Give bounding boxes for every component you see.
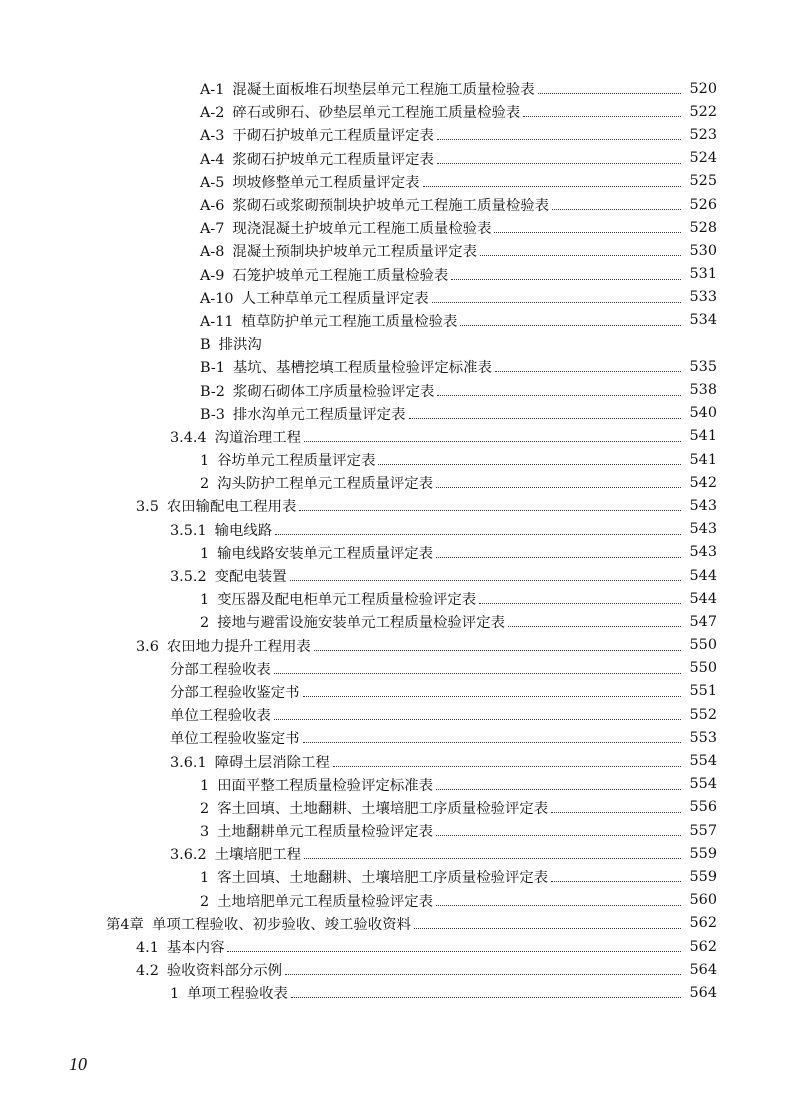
dot-leader (551, 812, 681, 813)
toc-entry[interactable] (0, 657, 790, 680)
toc-entry-label (200, 611, 505, 632)
toc-entry-title: 土地翻耕单元工程质量检验评定表 (217, 824, 434, 841)
toc-entry-label (200, 890, 433, 911)
toc-entry[interactable] (0, 471, 790, 494)
dot-leader (303, 696, 681, 697)
toc-entry-title: 田面平整工程质量检验评定标准表 (217, 777, 434, 794)
toc-entry-page: 543 (689, 544, 717, 561)
toc-entry-page: 557 (689, 822, 717, 839)
toc-entry-number: 3.5.2 (170, 569, 207, 586)
toc-entry-label (170, 982, 288, 1003)
toc-entry-page: 530 (689, 242, 717, 259)
toc-entry-title: 农田地力提升工程用表 (166, 638, 311, 655)
dot-leader (437, 163, 681, 164)
toc-entry[interactable] (0, 981, 790, 1004)
toc-entry-title: 接地与避雷设施安装单元工程质量检验评定表 (217, 615, 505, 632)
toc-entry-page: 564 (689, 984, 717, 1001)
toc-entry-number: B-3 (200, 406, 225, 423)
toc-entry-label (200, 310, 457, 331)
toc-entry-page: 543 (689, 497, 717, 514)
dot-leader (508, 626, 681, 627)
toc-entry-page: 540 (689, 405, 717, 422)
toc-entry-page: 524 (689, 150, 717, 167)
dot-leader (299, 510, 681, 511)
toc-entry-title: 验收资料部分示例 (166, 963, 283, 980)
toc-entry-number: 3.6.1 (170, 754, 207, 771)
dot-leader (436, 905, 681, 906)
toc-entry-label (136, 635, 311, 656)
dot-leader (538, 93, 681, 94)
toc-entry-page: 542 (689, 474, 717, 491)
toc-entry-label (170, 658, 271, 679)
toc-entry-label (170, 843, 301, 864)
dot-leader (432, 302, 681, 303)
toc-entry-page: 534 (689, 312, 717, 329)
toc-entry-label (200, 774, 433, 795)
toc-entry[interactable] (0, 494, 790, 517)
toc-entry-label (200, 78, 535, 99)
toc-entry-page: 520 (689, 80, 717, 97)
toc-entry-label (136, 495, 296, 516)
toc-entry-title: 单位工程验收鉴定书 (170, 731, 300, 748)
toc-entry-page: 559 (689, 845, 717, 862)
toc-entry-label (170, 519, 272, 540)
toc-entry-label (136, 936, 224, 957)
dot-leader (290, 580, 681, 581)
toc-entry-number: A-3 (200, 128, 225, 145)
toc-entry-page: 522 (689, 103, 717, 120)
toc-entry-number: A-4 (200, 151, 225, 168)
toc-entry-number: 2 (200, 476, 210, 493)
toc-entry-number: A-5 (200, 174, 225, 191)
dot-leader (304, 858, 681, 859)
dot-leader (495, 371, 681, 372)
toc-entry-title: 混凝土预制块护坡单元工程质量评定表 (232, 244, 478, 261)
toc-entry-label (200, 797, 548, 818)
toc-entry-page: 525 (689, 173, 717, 190)
toc-entry[interactable] (0, 100, 790, 123)
toc-entry-title: 石笼护坡单元工程施工质量检验表 (232, 267, 449, 284)
toc-entry-title: 浆砌石护坡单元工程质量评定表 (232, 151, 434, 168)
toc-entry-page: 547 (689, 613, 717, 630)
toc-entry-page: 533 (689, 289, 717, 306)
toc-entry-title: 谷坊单元工程质量评定表 (217, 453, 376, 470)
toc-entry-title: 分部工程验收表 (170, 661, 271, 678)
toc-entry-title: 植草防护单元工程施工质量检验表 (241, 313, 458, 330)
toc-entry[interactable] (0, 587, 790, 610)
toc-entry-number: 1 (200, 870, 210, 887)
toc-entry-title: 障碍土层消除工程 (214, 754, 330, 771)
toc-entry-title: 单项工程验收、初步验收、竣工验收资料 (151, 916, 411, 933)
toc-entry[interactable] (0, 819, 790, 842)
toc-entry[interactable] (0, 286, 790, 309)
toc-entry-title: 农田输配电工程用表 (166, 499, 297, 516)
toc-entry[interactable] (0, 842, 790, 865)
toc-entry-number: 1 (200, 592, 210, 609)
toc-entry-title: 沟头防护工程单元工程质量评定表 (217, 476, 434, 493)
toc-entry-page: 528 (689, 219, 717, 236)
toc-entry-page: 531 (689, 266, 717, 283)
toc-entry-label (200, 866, 548, 887)
toc-entry[interactable] (0, 263, 790, 286)
dot-leader (437, 395, 681, 396)
toc-entry[interactable] (0, 77, 790, 100)
toc-entry[interactable] (0, 309, 790, 332)
toc-entry[interactable] (0, 518, 790, 541)
toc-entry-number: 第4章 (106, 916, 144, 933)
toc-entry-number: A-1 (200, 82, 225, 99)
toc-entry-label (200, 148, 434, 169)
toc-entry-label (200, 124, 434, 145)
toc-entry-label (200, 240, 477, 261)
toc-entry-number: A-9 (200, 267, 225, 284)
toc-entry[interactable] (0, 749, 790, 772)
toc-entry-title: 排洪沟 (218, 337, 262, 354)
toc-entry[interactable] (0, 147, 790, 170)
toc-entry[interactable] (0, 958, 790, 981)
toc-entry-title: 现浇混凝土护坡单元工程施工质量检验表 (232, 221, 492, 238)
dot-leader (314, 650, 681, 651)
toc-entry-title: 干砌石护坡单元工程质量评定表 (232, 128, 434, 145)
dot-leader (479, 603, 681, 604)
toc-entry-page: 556 (689, 799, 717, 816)
toc-entry-title: 基本内容 (166, 940, 225, 957)
toc-entry-label (170, 727, 300, 748)
dot-leader (494, 232, 681, 233)
toc-entry-title: 输电线路安装单元工程质量评定表 (217, 545, 434, 562)
dot-leader (551, 881, 681, 882)
toc-entry-title: 变压器及配电柜单元工程质量检验评定表 (217, 592, 477, 609)
toc-entry[interactable] (0, 796, 790, 819)
toc-entry[interactable] (0, 680, 790, 703)
toc-entry-label (200, 820, 433, 841)
toc-entry-page: 562 (689, 938, 717, 955)
dot-leader (227, 951, 681, 952)
toc-entry-label (200, 217, 491, 238)
toc-entry-title: 单项工程验收表 (187, 986, 288, 1003)
dot-leader (303, 742, 681, 743)
dot-leader (274, 673, 681, 674)
toc-entry[interactable] (0, 355, 790, 378)
toc-entry-title: 土地培肥单元工程质量检验评定表 (217, 893, 434, 910)
dot-leader (304, 441, 681, 442)
dot-leader (436, 487, 681, 488)
toc-entry-number: 1 (200, 453, 210, 470)
toc-entry-title: 浆砌石砌体工序质量检验评定表 (232, 383, 435, 400)
toc-entry-title: 坝坡修整单元工程质量评定表 (232, 174, 420, 191)
toc-entry[interactable] (0, 123, 790, 146)
dot-leader (437, 139, 681, 140)
toc-entry[interactable] (0, 170, 790, 193)
dot-leader (436, 835, 681, 836)
toc-entry-page: 544 (689, 567, 717, 584)
dot-leader (378, 464, 681, 465)
toc-entry-title: 客土回填、土地翻耕、土壤培肥工序质量检验评定表 (217, 800, 549, 817)
toc-entry-title: 输电线路 (214, 522, 273, 539)
dot-leader (436, 789, 681, 790)
toc-entry-page: 554 (689, 753, 717, 770)
toc-entry-page: 564 (689, 961, 717, 978)
toc-entry-title: 人工种草单元工程质量评定表 (241, 290, 429, 307)
toc-entry[interactable] (0, 634, 790, 657)
dot-leader (275, 534, 681, 535)
toc-entry[interactable] (0, 448, 790, 471)
toc-entry-page: 551 (689, 683, 717, 700)
toc-entry-number: 1 (170, 986, 180, 1003)
toc-entry-title: 混凝土面板堆石坝垫层单元工程施工质量检验表 (232, 82, 535, 99)
toc-entry-label (200, 171, 420, 192)
toc-entry-title: 单位工程验收表 (170, 708, 271, 725)
dot-leader (436, 557, 681, 558)
dot-leader (409, 418, 681, 419)
toc-entry-page: 554 (689, 776, 717, 793)
toc-entry[interactable] (0, 216, 790, 239)
toc-entry-number: 3.4.4 (170, 429, 207, 446)
dot-leader (333, 766, 681, 767)
dot-leader (480, 255, 681, 256)
toc-entry-label (136, 959, 282, 980)
toc-entry-page: 541 (689, 451, 717, 468)
toc-entry-label (200, 542, 433, 563)
toc-entry-number: 2 (200, 800, 210, 817)
toc-entry[interactable] (0, 239, 790, 262)
toc-entry[interactable] (0, 935, 790, 958)
toc-entry-page: 550 (689, 660, 717, 677)
toc-entry-label (106, 913, 411, 934)
toc-entry-number: A-10 (200, 290, 234, 307)
dot-leader (285, 974, 681, 975)
toc-entry[interactable] (0, 703, 790, 726)
toc-entry-number: 3.5.1 (170, 522, 207, 539)
toc-entry-title: 变配电装置 (214, 569, 287, 586)
toc-entry-label (170, 426, 301, 447)
toc-entry-number: 3.5 (136, 499, 159, 516)
toc-entry-page: 550 (689, 637, 717, 654)
toc-entry[interactable] (0, 889, 790, 912)
toc-entry[interactable] (0, 912, 790, 935)
page-number: 10 (69, 1054, 87, 1074)
dot-leader (460, 325, 681, 326)
toc-entry-label (170, 751, 330, 772)
toc-entry-title: 沟道治理工程 (214, 429, 301, 446)
toc-entry-number: 3.6.2 (170, 847, 207, 864)
toc-entry-label (200, 472, 433, 493)
toc-entry-label (200, 380, 434, 401)
toc-entry-page: 559 (689, 868, 717, 885)
toc-entry[interactable] (0, 610, 790, 633)
toc-entry[interactable] (0, 332, 790, 355)
toc-entry-number: 2 (200, 893, 210, 910)
toc-entry-label (200, 101, 520, 122)
toc-entry-number: B (200, 337, 211, 354)
toc-entry-number: 2 (200, 615, 210, 632)
toc-entry-label (200, 588, 476, 609)
dot-leader (451, 279, 681, 280)
toc-entry-label (200, 264, 448, 285)
toc-entry[interactable] (0, 378, 790, 401)
toc-entry-number: 1 (200, 545, 210, 562)
toc-entry-page: 541 (689, 428, 717, 445)
toc-entry-label (200, 356, 492, 377)
dot-leader (291, 997, 681, 998)
toc-entry-number: A-8 (200, 244, 225, 261)
toc-entry-number: 3 (200, 824, 210, 841)
toc-entry-number: A-7 (200, 221, 225, 238)
toc-entry-number: A-6 (200, 198, 225, 215)
toc-entry-label (170, 565, 287, 586)
toc-entry[interactable] (0, 193, 790, 216)
toc-entry-page: 560 (689, 892, 717, 909)
toc-entry[interactable] (0, 402, 790, 425)
toc-entry-title: 碎石或卵石、砂垫层单元工程施工质量检验表 (232, 105, 521, 122)
toc-entry-title: 分部工程验收鉴定书 (170, 684, 300, 701)
toc-entry-title: 客土回填、土地翻耕、土壤培肥工序质量检验评定表 (217, 870, 549, 887)
toc-entry-label (200, 287, 429, 308)
toc-entry-number: A-2 (200, 105, 225, 122)
toc-entry-title: 浆砌石或浆砌预制块护坡单元工程施工质量检验表 (232, 198, 550, 215)
toc-entry[interactable] (0, 425, 790, 448)
toc-entry[interactable] (0, 865, 790, 888)
dot-leader (423, 186, 681, 187)
toc-entry-label (200, 194, 549, 215)
toc-entry-number: A-11 (200, 313, 234, 330)
toc-entry-page: 538 (689, 382, 717, 399)
dot-leader (274, 719, 681, 720)
toc-entry-page: 523 (689, 126, 717, 143)
dot-leader (414, 928, 681, 929)
toc-entry-title: 土壤培肥工程 (214, 847, 301, 864)
toc-entry-page: 535 (689, 358, 717, 375)
toc-entry-number: 3.6 (136, 638, 159, 655)
toc-entry-page: 562 (689, 915, 717, 932)
toc-entry-title: 基坑、基槽挖填工程质量检验评定标准表 (232, 360, 492, 377)
toc-entry-label (200, 403, 406, 424)
toc-entry-page: 543 (689, 521, 717, 538)
toc-entry[interactable] (0, 541, 790, 564)
toc-entry[interactable] (0, 773, 790, 796)
toc-entry-number: B-1 (200, 360, 225, 377)
toc-entry[interactable] (0, 726, 790, 749)
dot-leader (552, 209, 681, 210)
toc-entry-label (170, 681, 300, 702)
toc-entry-page: 552 (689, 706, 717, 723)
toc-entry-title: 排水沟单元工程质量评定表 (232, 406, 406, 423)
table-of-contents (0, 77, 790, 1005)
toc-entry-label (200, 449, 375, 470)
toc-entry-page: 544 (689, 590, 717, 607)
toc-entry-label (170, 704, 271, 725)
toc-entry[interactable] (0, 564, 790, 587)
toc-entry-number: 4.1 (136, 940, 159, 957)
toc-entry-page: 553 (689, 729, 717, 746)
toc-entry-label (200, 333, 262, 354)
toc-entry-number: 1 (200, 777, 210, 794)
toc-entry-number: 4.2 (136, 963, 159, 980)
toc-entry-number: B-2 (200, 383, 225, 400)
dot-leader (523, 116, 681, 117)
toc-entry-page: 526 (689, 196, 717, 213)
